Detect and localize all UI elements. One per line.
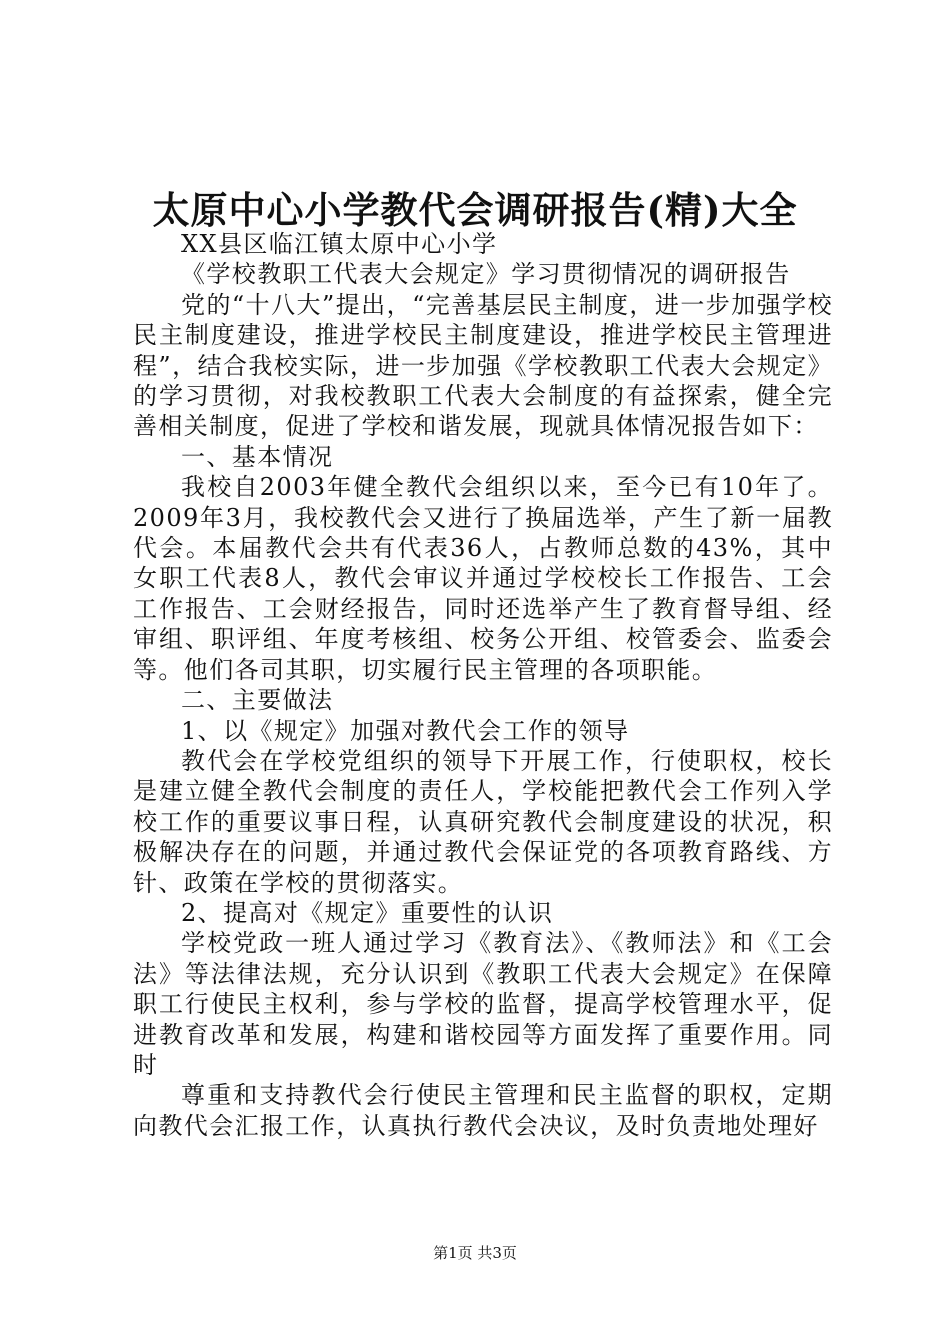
section-heading-basic: 一、基本情况	[181, 442, 334, 471]
school-name-line: XX县区临江镇太原中心小学	[181, 230, 498, 258]
support-paragraph: 尊重和支持教代会行使民主管理和民主监督的职权，定期向教代会汇报工作，认真执行教代会决议，及时负责地处理好	[133, 1081, 833, 1140]
intro-paragraph: 党的“十八大”提出，“完善基层民主制度，进一步加强学校民主制度建设，推进学校民主制度建设，推进学校民主管理进程”，结合我校实际，进一步加强《学校教职工代表大会规定》的学习贯彻，对我校教职工代表大会制度的有益探索，健全完善相关制度，促进了学校和谐发展，现就具体情况报告如下：	[133, 290, 833, 441]
document-body	[133, 229, 833, 1141]
section-heading-practices: 二、主要做法	[181, 686, 334, 715]
leadership-paragraph: 教代会在学校党组织的领导下开展工作，行使职权，校长是建立健全教代会制度的责任人，学校能把教代会工作列入学校工作的重要议事日程，认真研究教代会制度建设的状况，积极解决存在的问题，并通过教代会保证党的各项教育路线、方针、政策在学校的贯彻落实。	[133, 746, 833, 897]
basic-situation-paragraph: 我校自2003年健全教代会组织以来，至今已有10年了。2009年3月，我校教代会又进行了换届选举，产生了新一届教代会。本届教代会共有代表36人，占教师总数的43%，其中女职工代表8人，教代会审议并通过学校校长工作报告、工会工作报告、工会财经报告，同时还选举产生了教育督导组、经审组、职评组、年度考核组、校务公开组、校管委会、监委会等。他们各司其职，切实履行民主管理的各项职能。	[133, 473, 833, 684]
report-subtitle: 《学校教职工代表大会规定》学习贯彻情况的调研报告	[181, 260, 791, 289]
subheading-leadership: 1、以《规定》加强对教代会工作的领导	[181, 716, 630, 745]
subheading-importance: 2、提高对《规定》重要性的认识	[181, 898, 554, 927]
document-title: 太原中心小学教代会调研报告(精)大全	[152, 188, 798, 232]
page-footer: 第1页 共3页	[433, 1244, 517, 1262]
importance-paragraph: 学校党政一班人通过学习《教育法》、《教师法》和《工会法》等法律法规，充分认识到《教职工代表大会规定》在保障职工行使民主权利，参与学校的监督，提高学校管理水平，促进教育改革和发展，构建和谐校园等方面发挥了重要作用。同时	[133, 929, 833, 1079]
